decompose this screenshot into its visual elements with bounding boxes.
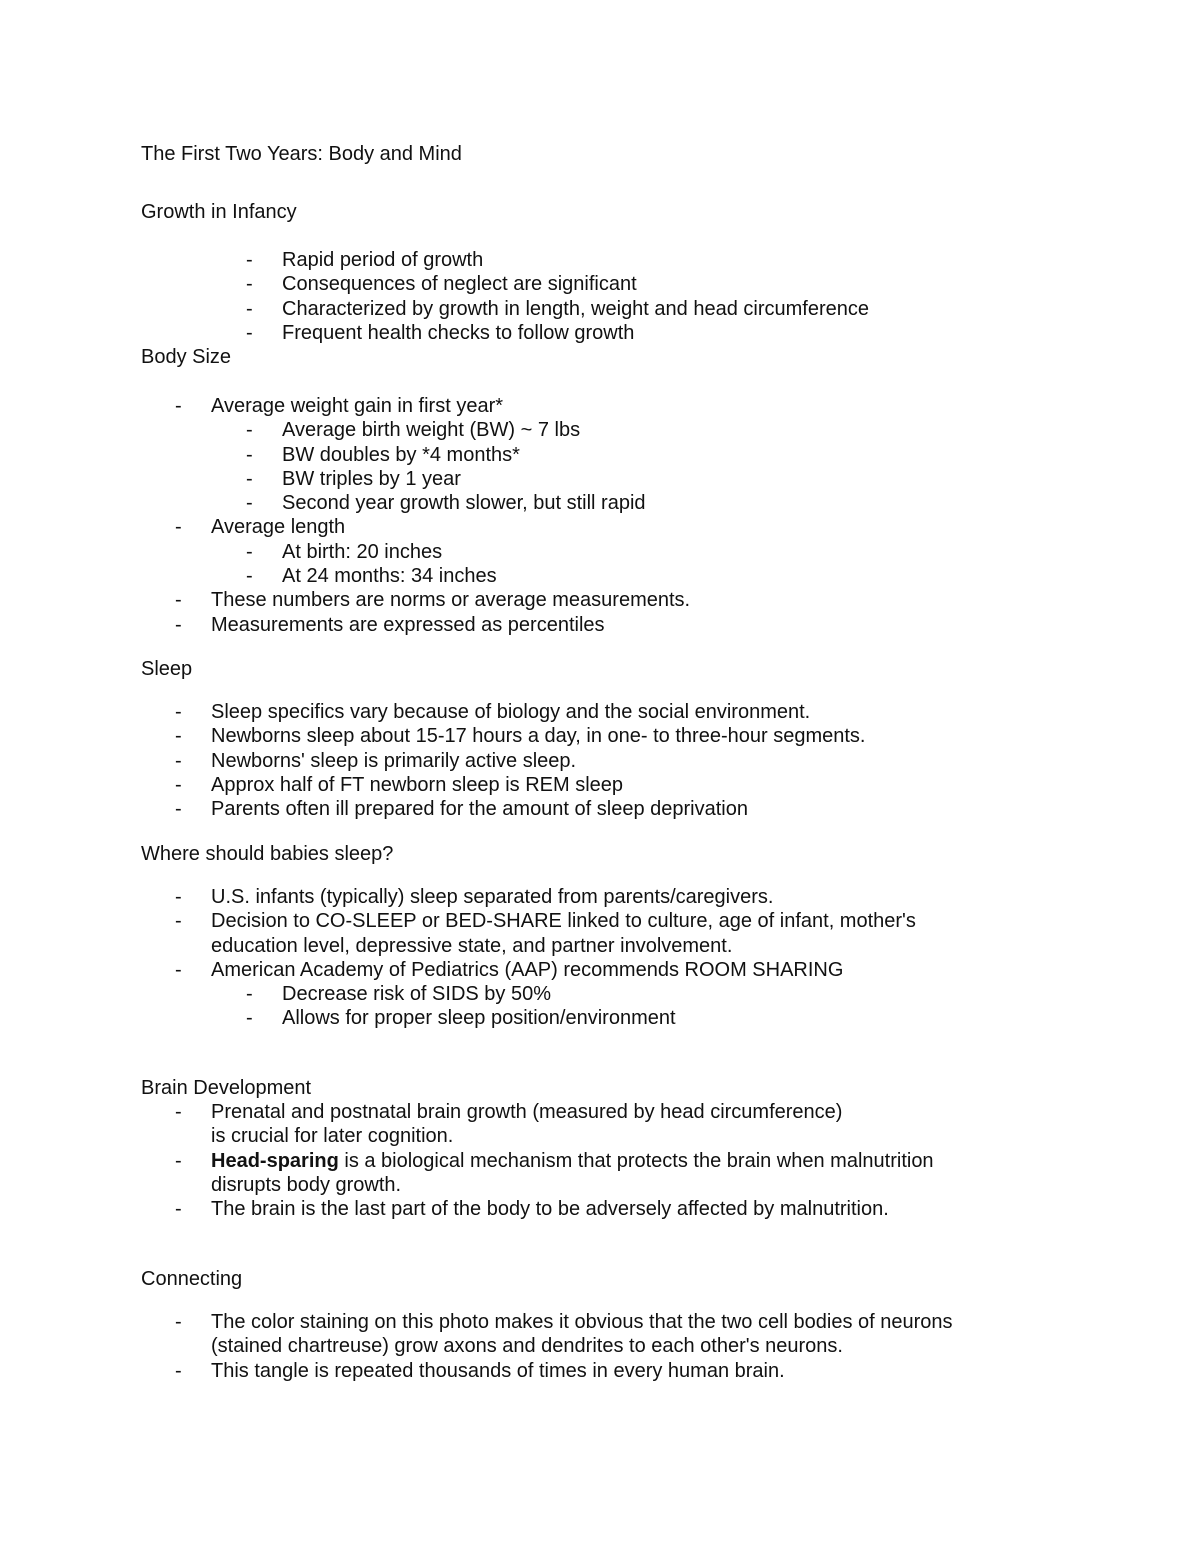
bullet-dash: - xyxy=(246,983,253,1006)
bullet-dash: - xyxy=(175,773,182,796)
section-heading-body-size: Body Size xyxy=(141,346,232,368)
bullet-dash: - xyxy=(175,1198,182,1221)
bullet-dash: - xyxy=(175,1359,182,1382)
bullet-dash: - xyxy=(246,443,253,466)
document-title: The First Two Years: Body and Mind xyxy=(141,143,462,165)
bullet-dash: - xyxy=(175,886,182,908)
bullet-dash: - xyxy=(175,1101,182,1123)
bullet-dash: - xyxy=(175,1311,182,1333)
section-heading-where-sleep: Where should babies sleep? xyxy=(141,843,394,865)
bullet-dash: - xyxy=(246,540,253,563)
bullet-dash: - xyxy=(175,1149,182,1172)
bullet-dash: - xyxy=(175,701,182,723)
bullet-dash: - xyxy=(175,910,182,933)
bullet-dash: - xyxy=(246,492,253,515)
section-heading-sleep: Sleep xyxy=(141,658,193,680)
bold-term: Head-sparing xyxy=(211,1149,339,1172)
bullet-dash: - xyxy=(246,273,253,296)
bullet-dash: - xyxy=(175,589,182,612)
section-heading-connecting: Connecting xyxy=(141,1268,243,1290)
bullet-dash: - xyxy=(246,467,253,490)
bullet-dash: - xyxy=(175,958,182,981)
bullet-dash: - xyxy=(246,1007,253,1030)
bullet-dash: - xyxy=(175,725,182,748)
bullet-dash: - xyxy=(175,749,182,772)
bullet-dash: - xyxy=(175,613,182,636)
bullet-dash: - xyxy=(246,321,253,344)
bullet-dash: - xyxy=(175,798,182,821)
bullet-dash: - xyxy=(246,419,253,442)
section-heading-brain: Brain Development xyxy=(141,1077,312,1099)
bullet-dash: - xyxy=(246,565,253,588)
bullet-dash: - xyxy=(175,516,182,539)
document-page: The First Two Years: Body and Mind Growth in Infancy - Rapid period of growth - Consequences of neglect are significant - Characterized by growth in length, weight and head circumference - Frequent health checks to follow growth Body Size - Average weight gain in first year* - Average birth weight (BW) ~ 7 lbs - BW doubles by *4 months* - BW triples by 1 year - Second year growth slower, but still rapid - Average length - At birth: 20 inches - At 24 months: 34 inches - These numbers are norms or average measurements. - Measurements are expressed as percentiles Sleep - Sleep specifics vary because of biology and the social environment. - Newborns sleep about 15-17 hours a day, in one- to three-hour segments. - Newborns' sleep is primarily active sleep. - Approx half of FT newborn sleep is REM sleep - Parents often ill prepared for the amount of sleep deprivation Where should babies sleep? - U.S. infants (typically) sleep separated from parents/caregivers. - Decision to CO-SLEEP or BED-SHARE linked to culture, age of infant, mother's education level, depressive state, and partner involvement. - American Academy of Pediatrics (AAP) recommends ROOM SHARING - Decrease risk of SIDS by 50% - Allows for proper sleep position/environment Brain Development - Prenatal and postnatal brain growth (measured by head circumference) is crucial for later cognition. - Head-sparing is a biological mechanism that protects the brain when malnutrition disrupts body growth. - The brain is the last part of the body to be adversely affected by malnutrition. Connecting - The color staining on this photo makes it obvious that the two cell bodies of neurons (stained chartreuse) grow axons and dendrites to each other's neurons. - This tangle is repeated thousands of times in every human brain. xyxy=(141,143,953,1382)
bullet-dash: - xyxy=(246,297,253,320)
bullet-dash: - xyxy=(246,249,253,271)
section-heading-growth: Growth in Infancy xyxy=(141,201,297,223)
bullet-dash: - xyxy=(175,395,182,417)
